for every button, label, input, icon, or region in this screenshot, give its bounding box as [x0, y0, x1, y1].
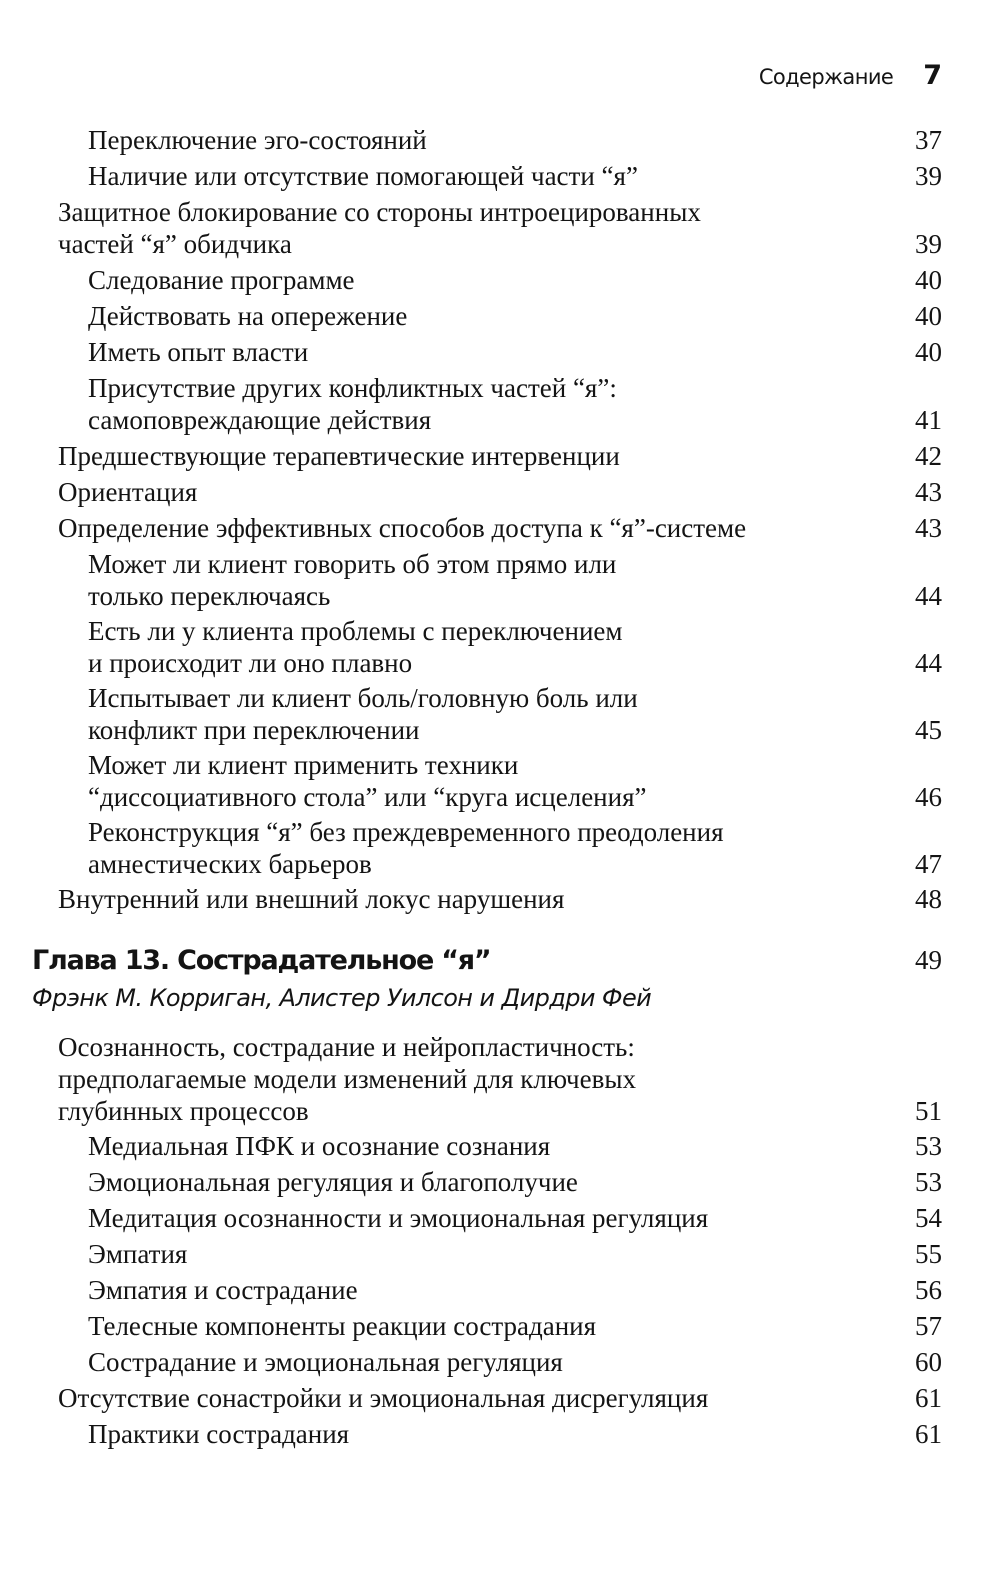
- toc-entry-title: [58, 440, 620, 472]
- chapter-title: Глава 13. Сострадательное “я”: [32, 945, 491, 976]
- toc-entry-title: [88, 124, 427, 156]
- toc-entry-page: 55: [915, 1239, 942, 1269]
- toc-entry-page: 39: [915, 161, 942, 191]
- chapter-page: 49: [915, 945, 942, 975]
- toc-entry-page: 53: [915, 1167, 942, 1197]
- toc-entry-line: Определение эффективных способов доступа к “я”-системе: [58, 513, 747, 543]
- toc-entry-page: 46: [915, 782, 942, 812]
- toc-entry-line: Медитация осознанности и эмоциональная регуляция: [88, 1203, 709, 1233]
- toc-entry-page: 39: [915, 229, 942, 259]
- toc-entry-line: Телесные компоненты реакции сострадания: [88, 1311, 597, 1341]
- toc-entry-line: амнестических барьеров: [88, 849, 372, 879]
- toc-entry-page: 40: [915, 337, 942, 367]
- toc-entry-title: [88, 1346, 563, 1378]
- toc-entry-title: [88, 1274, 358, 1306]
- toc-entry-title: [58, 512, 746, 544]
- toc-entry-title: [88, 615, 622, 679]
- toc-entry-page: 56: [915, 1275, 942, 1305]
- toc-entry-page: 40: [915, 265, 942, 295]
- toc-entry-line: Следование программе: [88, 265, 355, 295]
- toc-entry-line: “диссоциативного стола” или “круга исцеления”: [88, 782, 647, 812]
- toc-entry-page: 47: [915, 849, 942, 879]
- toc-entry-page: 45: [915, 715, 942, 745]
- running-head: [759, 60, 942, 91]
- toc-entry-line: Защитное блокирование со стороны интроецированных: [58, 197, 701, 227]
- toc-entry-line: Эмпатия: [88, 1239, 188, 1269]
- toc-entry-line: конфликт при переключении: [88, 715, 420, 745]
- toc-entry-title: [58, 196, 701, 260]
- toc-entry-line: Реконструкция “я” без преждевременного преодоления: [88, 817, 724, 847]
- toc-entry-line: Испытывает ли клиент боль/головную боль или: [88, 683, 638, 713]
- toc-entry-line: Эмпатия и сострадание: [88, 1275, 358, 1305]
- toc-entry-title: [88, 816, 724, 880]
- toc-entry-title: [58, 1382, 708, 1414]
- toc-entry-title: [88, 548, 616, 612]
- toc-entry-page: 40: [915, 301, 942, 331]
- toc-entry-line: Внутренний или внешний локус нарушения: [58, 884, 565, 914]
- toc-entry-page: 60: [915, 1347, 942, 1377]
- toc-entry-line: только переключаясь: [88, 581, 331, 611]
- toc-entry-page: 42: [915, 441, 942, 471]
- toc-entry-line: предполагаемые модели изменений для ключевых: [58, 1064, 636, 1094]
- chapter-authors: Фрэнк М. Корриган, Алистер Уилсон и Дирдри Фей: [32, 984, 652, 1012]
- toc-entry-title: [88, 1418, 349, 1450]
- toc-entry-title: [58, 883, 564, 915]
- toc-entry-page: 61: [915, 1419, 942, 1449]
- toc-entry-line: Ориентация: [58, 477, 198, 507]
- toc-entry-line: Наличие или отсутствие помогающей части “я”: [88, 161, 638, 191]
- toc-entry-title: [58, 1031, 636, 1127]
- toc-entry-line: Может ли клиент применить техники: [88, 750, 519, 780]
- toc-entry-line: глубинных процессов: [58, 1096, 309, 1126]
- toc-entry-page: 48: [915, 884, 942, 914]
- toc-entry-page: 51: [915, 1096, 942, 1126]
- toc-entry-line: Предшествующие терапевтические интервенции: [58, 441, 620, 471]
- toc-entry-page: 61: [915, 1383, 942, 1413]
- toc-entry-line: Иметь опыт власти: [88, 337, 309, 367]
- toc-entry-title: [88, 372, 617, 436]
- toc-entry-title: [88, 1166, 578, 1198]
- toc-entry-title: [88, 682, 638, 746]
- toc-entry-page: 54: [915, 1203, 942, 1233]
- toc-entry-title: [88, 336, 308, 368]
- toc-entry-title: [88, 749, 646, 813]
- toc-entry-title: [88, 300, 407, 332]
- toc-entry-line: Действовать на опережение: [88, 301, 408, 331]
- toc-entry-line: Есть ли у клиента проблемы с переключением: [88, 616, 623, 646]
- toc-entry-line: Практики сострадания: [88, 1419, 350, 1449]
- running-head-title: Содержание: [758, 65, 894, 89]
- toc-entry-title: [58, 476, 197, 508]
- toc-entry-line: Медиальная ПФК и осознание сознания: [88, 1131, 551, 1161]
- toc-entry-page: 57: [915, 1311, 942, 1341]
- toc-entry-line: самоповреждающие действия: [88, 405, 432, 435]
- toc-entry-line: Присутствие других конфликтных частей “я”:: [88, 373, 617, 403]
- toc-entry-line: частей “я” обидчика: [58, 229, 292, 259]
- toc-entry-page: 41: [915, 405, 942, 435]
- toc-entry-line: Переключение эго-состояний: [88, 125, 427, 155]
- toc-entry-title: [88, 160, 638, 192]
- toc-entry-page: 44: [915, 581, 942, 611]
- toc-entry-line: Может ли клиент говорить об этом прямо или: [88, 549, 617, 579]
- toc-entry-page: 53: [915, 1131, 942, 1161]
- toc-entry-title: [88, 1202, 708, 1234]
- toc-entry-page: 43: [915, 477, 942, 507]
- toc-entry-page: 37: [915, 125, 942, 155]
- toc-entry-line: Эмоциональная регуляция и благополучие: [88, 1167, 578, 1197]
- toc-entry-title: [88, 1238, 187, 1270]
- toc-entry-line: Отсутствие сонастройки и эмоциональная дисрегуляция: [58, 1383, 709, 1413]
- toc-entry-line: и происходит ли оно плавно: [88, 648, 413, 678]
- toc-entry-title: [88, 1130, 550, 1162]
- toc-entry-title: [88, 1310, 596, 1342]
- page-number: 7: [923, 60, 942, 91]
- toc-entry-line: Сострадание и эмоциональная регуляция: [88, 1347, 563, 1377]
- toc-entry-page: 44: [915, 648, 942, 678]
- toc-entry-page: 43: [915, 513, 942, 543]
- toc-entry-title: [88, 264, 355, 296]
- toc-entry-line: Осознанность, сострадание и нейропластичность:: [58, 1032, 635, 1062]
